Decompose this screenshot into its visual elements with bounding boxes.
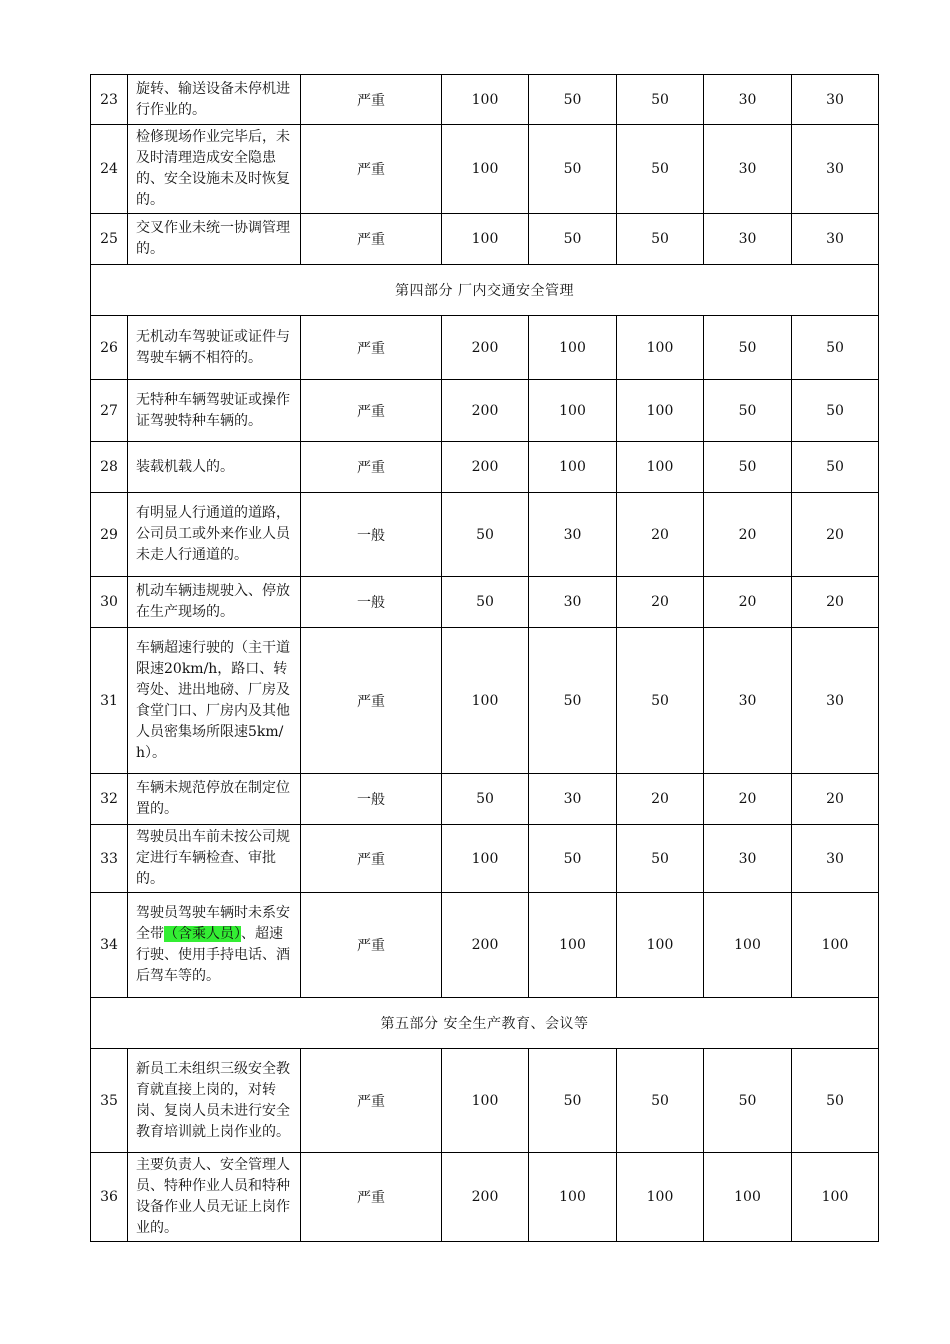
- severity-level: 严重: [301, 214, 442, 265]
- penalty-amount: 20: [792, 774, 879, 825]
- penalty-amount: 100: [442, 1049, 529, 1153]
- penalty-amount: 100: [617, 380, 704, 442]
- penalty-amount: 30: [792, 214, 879, 265]
- row-number: 35: [91, 1049, 128, 1153]
- row-number: 31: [91, 628, 128, 774]
- row-number: 28: [91, 442, 128, 493]
- row-number: 30: [91, 577, 128, 628]
- penalty-amount: 20: [704, 774, 792, 825]
- violation-description: 无机动车驾驶证或证件与驾驶车辆不相符的。: [128, 316, 301, 380]
- penalty-amount: 50: [792, 316, 879, 380]
- penalty-amount: 20: [704, 493, 792, 577]
- penalty-amount: 30: [792, 825, 879, 893]
- table-row: [91, 825, 879, 893]
- penalty-amount: 30: [704, 628, 792, 774]
- row-number: 29: [91, 493, 128, 577]
- penalty-amount: 100: [617, 442, 704, 493]
- violation-description: 无特种车辆驾驶证或操作证驾驶特种车辆的。: [128, 380, 301, 442]
- table-row: [91, 1153, 879, 1242]
- penalty-amount: 50: [704, 380, 792, 442]
- penalty-amount: 50: [529, 825, 617, 893]
- table-row: [91, 493, 879, 577]
- penalty-amount: 100: [529, 1153, 617, 1242]
- penalty-amount: 50: [442, 577, 529, 628]
- description-text: 驾驶员驾驶车辆时未系安全带: [136, 905, 290, 942]
- violation-description: 主要负责人、安全管理人员、特种作业人员和特种设备作业人员无证上岗作业的。: [128, 1153, 301, 1242]
- table-row: [91, 442, 879, 493]
- penalty-amount: 50: [792, 1049, 879, 1153]
- penalty-amount: 100: [617, 893, 704, 998]
- severity-level: 严重: [301, 380, 442, 442]
- penalty-amount: 20: [617, 493, 704, 577]
- penalty-amount: 20: [617, 577, 704, 628]
- penalty-amount: 100: [792, 893, 879, 998]
- table-row: [91, 125, 879, 214]
- violation-description: 检修现场作业完毕后，未及时清理造成安全隐患的、安全设施未及时恢复的。: [128, 125, 301, 214]
- severity-level: 严重: [301, 628, 442, 774]
- penalty-amount: 30: [792, 628, 879, 774]
- penalty-amount: 50: [529, 125, 617, 214]
- penalty-amount: 50: [792, 442, 879, 493]
- violation-description: 车辆未规范停放在制定位置的。: [128, 774, 301, 825]
- violation-description: 驾驶员出车前未按公司规定进行车辆检查、审批的。: [128, 825, 301, 893]
- penalty-amount: 50: [529, 214, 617, 265]
- penalty-amount: 30: [704, 825, 792, 893]
- penalty-amount: 30: [704, 75, 792, 125]
- row-number: 32: [91, 774, 128, 825]
- severity-level: 一般: [301, 493, 442, 577]
- penalty-amount: 100: [442, 75, 529, 125]
- penalty-amount: 50: [442, 774, 529, 825]
- violation-description: 新员工未组织三级安全教育就直接上岗的，对转岗、复岗人员未进行安全教育培训就上岗作业的。: [128, 1049, 301, 1153]
- penalty-amount: 30: [792, 125, 879, 214]
- penalty-amount: 50: [792, 380, 879, 442]
- penalty-amount: 30: [529, 493, 617, 577]
- penalty-amount: 50: [617, 628, 704, 774]
- penalty-amount: 200: [442, 316, 529, 380]
- penalty-amount: 100: [704, 893, 792, 998]
- penalty-amount: 20: [792, 493, 879, 577]
- penalty-amount: 50: [617, 125, 704, 214]
- severity-level: 严重: [301, 316, 442, 380]
- penalty-amount: 50: [704, 442, 792, 493]
- severity-level: 严重: [301, 125, 442, 214]
- severity-level: 严重: [301, 1153, 442, 1242]
- severity-level: 严重: [301, 75, 442, 125]
- severity-level: 严重: [301, 1049, 442, 1153]
- penalty-amount: 20: [792, 577, 879, 628]
- penalty-amount: 100: [617, 1153, 704, 1242]
- row-number: 33: [91, 825, 128, 893]
- violation-description: 交叉作业未统一协调管理的。: [128, 214, 301, 265]
- table-row: [91, 214, 879, 265]
- section-title: 第四部分 厂内交通安全管理: [91, 265, 879, 316]
- penalty-amount: 50: [617, 1049, 704, 1153]
- table-row: [91, 75, 879, 125]
- severity-level: 一般: [301, 577, 442, 628]
- penalty-amount: 50: [529, 1049, 617, 1153]
- penalty-amount: 50: [617, 825, 704, 893]
- violation-description: 有明显人行通道的道路，公司员工或外来作业人员未走人行通道的。: [128, 493, 301, 577]
- penalty-amount: 50: [704, 316, 792, 380]
- row-number: 26: [91, 316, 128, 380]
- highlighted-text: （含乘人员）: [164, 926, 241, 942]
- row-number: 24: [91, 125, 128, 214]
- penalty-amount: 100: [529, 316, 617, 380]
- row-number: 36: [91, 1153, 128, 1242]
- penalty-amount: 20: [617, 774, 704, 825]
- description-text: 、超速行驶、使用手持电话、酒后驾车等的。: [136, 926, 290, 984]
- penalty-amount: 50: [617, 75, 704, 125]
- severity-level: 严重: [301, 442, 442, 493]
- penalty-amount: 200: [442, 1153, 529, 1242]
- penalty-amount: 30: [529, 577, 617, 628]
- penalty-amount: 200: [442, 893, 529, 998]
- penalty-amount: 100: [792, 1153, 879, 1242]
- table-row: [91, 577, 879, 628]
- penalty-amount: 30: [792, 75, 879, 125]
- table-row: [91, 380, 879, 442]
- penalty-amount: 100: [442, 825, 529, 893]
- table-row: [91, 893, 879, 998]
- violation-description: 旋转、输送设备未停机进行作业的。: [128, 75, 301, 125]
- penalty-amount: 50: [704, 1049, 792, 1153]
- section-title: 第五部分 安全生产教育、会议等: [91, 998, 879, 1049]
- penalty-amount: 50: [529, 75, 617, 125]
- penalty-amount: 20: [704, 577, 792, 628]
- penalty-amount: 200: [442, 380, 529, 442]
- violation-description: 车辆超速行驶的（主干道限速20km/h，路口、转弯处、进出地磅、厂房及食堂门口、厂房内及其他人员密集场所限速5km/h）。: [128, 628, 301, 774]
- severity-level: 严重: [301, 825, 442, 893]
- row-number: 25: [91, 214, 128, 265]
- table-row: [91, 774, 879, 825]
- penalty-amount: 50: [617, 214, 704, 265]
- section-header-row: [91, 998, 879, 1049]
- penalty-amount: 100: [529, 442, 617, 493]
- penalty-amount: 50: [529, 628, 617, 774]
- penalty-amount: 30: [704, 125, 792, 214]
- violation-description: [128, 893, 301, 998]
- violation-description: 机动车辆违规驶入、停放在生产现场的。: [128, 577, 301, 628]
- penalty-amount: 30: [704, 214, 792, 265]
- penalty-amount: 200: [442, 442, 529, 493]
- penalty-amount: 100: [704, 1153, 792, 1242]
- table-row: [91, 316, 879, 380]
- row-number: 23: [91, 75, 128, 125]
- penalty-table-body: [91, 75, 879, 1242]
- penalty-amount: 100: [442, 125, 529, 214]
- penalty-amount: 100: [529, 380, 617, 442]
- row-number: 34: [91, 893, 128, 998]
- row-number: 27: [91, 380, 128, 442]
- penalty-amount: 100: [529, 893, 617, 998]
- table-row: [91, 1049, 879, 1153]
- penalty-amount: 100: [617, 316, 704, 380]
- violation-description: 装载机载人的。: [128, 442, 301, 493]
- penalty-amount: 30: [529, 774, 617, 825]
- penalty-table: [90, 74, 879, 1242]
- table-row: [91, 628, 879, 774]
- penalty-amount: 50: [442, 493, 529, 577]
- penalty-amount: 100: [442, 214, 529, 265]
- section-header-row: [91, 265, 879, 316]
- severity-level: 严重: [301, 893, 442, 998]
- severity-level: 一般: [301, 774, 442, 825]
- penalty-amount: 100: [442, 628, 529, 774]
